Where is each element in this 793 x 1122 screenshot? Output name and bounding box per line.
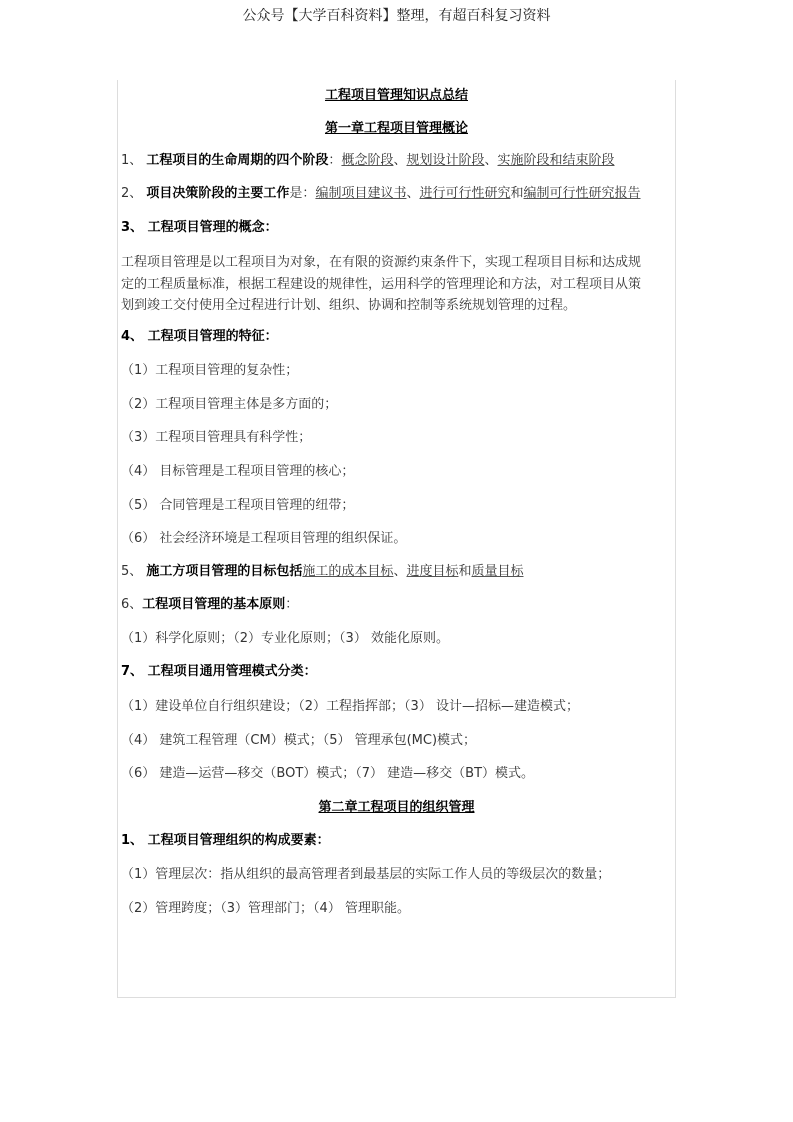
section-heading: [118, 120, 675, 138]
text: 1、: [121, 153, 147, 168]
underlined-term: 编制可行性研究报告: [523, 186, 641, 201]
text: （4） 目标管理是工程项目管理的核心；: [121, 464, 355, 479]
text: （2）工程项目管理主体是多方面的；: [121, 397, 338, 412]
text: 、: [484, 153, 498, 168]
text: 和: [458, 564, 472, 579]
bold-text: 3、 工程项目管理的概念：: [121, 220, 278, 235]
text-line: [121, 396, 678, 414]
text: （3）工程项目管理具有科学性；: [121, 430, 312, 445]
text-line: [121, 698, 678, 716]
text: 定的工程质量标准，根据工程建设的规律性，运用科学的管理理论和方法，对工程项目从策: [121, 277, 642, 292]
text-line: [121, 463, 678, 481]
text-line: [121, 276, 678, 294]
bold-text: 施工方项目管理的目标包括: [146, 564, 303, 579]
underlined-term: 概念阶段: [341, 153, 394, 168]
text: 是：: [289, 186, 316, 201]
underlined-term: 规划设计阶段: [406, 153, 485, 168]
text-line: [121, 900, 678, 918]
bold-text: 工程项目管理知识点总结: [324, 88, 468, 103]
text-line: [121, 497, 678, 515]
underlined-term: 进行可行性研究: [419, 186, 511, 201]
text: 5、: [121, 564, 147, 579]
text: 2、: [121, 186, 147, 201]
text-line: [121, 630, 678, 648]
bold-text: 第二章工程项目的组织管理: [318, 800, 475, 815]
text: （1）科学化原则；（2）专业化原则；（3） 效能化原则。: [121, 631, 449, 646]
text-line: [121, 832, 678, 850]
bold-text: 1、 工程项目管理组织的构成要素：: [121, 833, 330, 848]
text-line: [121, 596, 678, 614]
text-line: [121, 866, 678, 884]
text: 6、: [121, 597, 143, 612]
text: 划到竣工交付使用全过程进行计划、组织、协调和控制等系统规划管理的过程。: [121, 298, 577, 313]
text-line: [121, 219, 678, 237]
text-line: [121, 563, 678, 581]
underlined-term: 实施阶段和结束阶段: [497, 153, 615, 168]
bold-text: 7、 工程项目通用管理模式分类：: [121, 664, 317, 679]
text-line: [121, 362, 678, 380]
underlined-term: 进度目标: [406, 564, 459, 579]
text: 、: [393, 153, 407, 168]
text: 、: [406, 186, 420, 201]
section-heading: [118, 87, 675, 105]
text: （5） 合同管理是工程项目管理的纽带；: [121, 498, 355, 513]
underlined-term: 施工的成本目标: [302, 564, 394, 579]
text-line: [121, 429, 678, 447]
section-heading: [118, 799, 675, 817]
bold-text: 4、 工程项目管理的特征：: [121, 329, 278, 344]
text: （2）管理跨度；（3）管理部门；（4） 管理职能。: [121, 901, 410, 916]
text-line: [121, 732, 678, 750]
underlined-term: 编制项目建议书: [315, 186, 407, 201]
text: 、: [393, 564, 407, 579]
bold-text: 第一章工程项目管理概论: [324, 121, 468, 136]
text: ：: [328, 153, 342, 168]
text: （4） 建筑工程管理（CM）模式；（5） 管理承包(MC)模式；: [121, 733, 477, 748]
page-header: 公众号【大学百科资料】整理，有超百科复习资料: [242, 8, 551, 24]
text-line: [121, 297, 678, 315]
underlined-term: 质量目标: [471, 564, 524, 579]
text: （1）管理层次：指从组织的最高管理者到最基层的实际工作人员的等级层次的数量；: [121, 867, 611, 882]
text: （1）建设单位自行组织建设；（2）工程指挥部；（3） 设计—招标—建造模式；: [121, 699, 579, 714]
document-page: [117, 80, 676, 998]
text: （6） 社会经济环境是工程项目管理的组织保证。: [121, 531, 407, 546]
text-line: [121, 185, 678, 203]
text-line: [121, 530, 678, 548]
text-line: [121, 328, 678, 346]
text: 和: [510, 186, 524, 201]
text: （6） 建造—运营—移交（BOT）模式；（7） 建造—移交（BT）模式。: [121, 766, 535, 781]
bold-text: 工程项目管理的基本原则: [142, 597, 286, 612]
bold-text: 项目决策阶段的主要工作: [146, 186, 290, 201]
text-line: [121, 254, 678, 272]
text-line: [121, 765, 678, 783]
text-line: [121, 152, 678, 170]
bold-text: 工程项目的生命周期的四个阶段: [146, 153, 329, 168]
text: 工程项目管理是以工程项目为对象，在有限的资源约束条件下，实现工程项目目标和达成规: [121, 255, 642, 270]
text: ：: [285, 597, 299, 612]
text-line: [121, 663, 678, 681]
text: （1）工程项目管理的复杂性；: [121, 363, 299, 378]
